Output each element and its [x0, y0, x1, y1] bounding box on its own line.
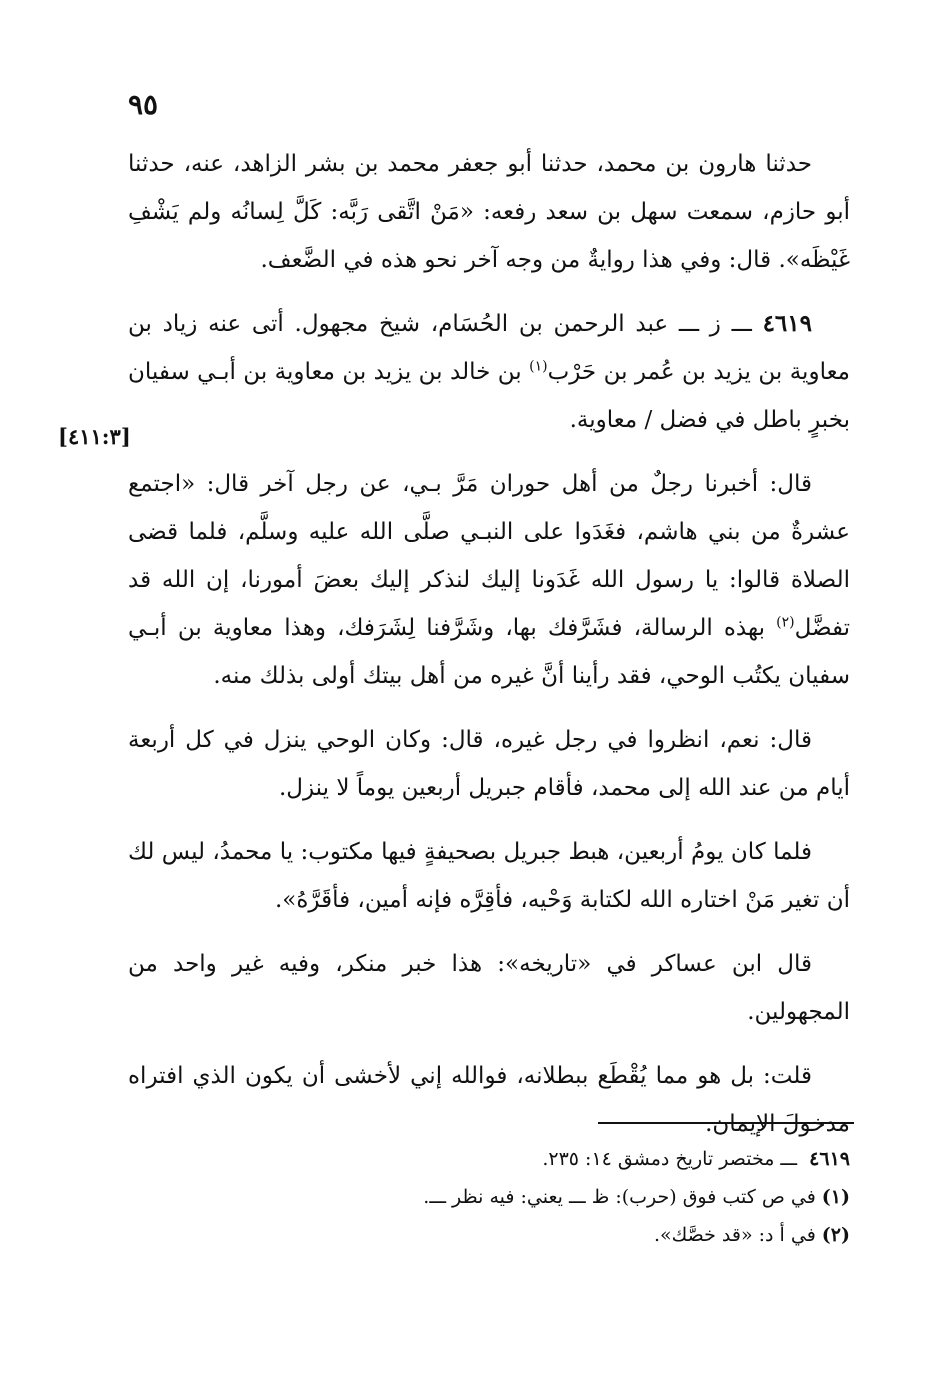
narration-part1: قال: أخبرنا رجلٌ من أهل حوران مَرَّ بـي، عن رجل آخر قال: «اجتمع عشرةٌ من بني هاشم، فغَدَوا على النبـي صلَّى الله عليه وسلَّم، فلما قضى الصلاة قالوا: يا رسول الله غَدَونا إليك لنذكر إليك بعضَ أمورنا، إن الله قد تفضَّل: [128, 471, 850, 641]
narration-part2: بهذه الرسالة، فشَرَّفك بها، وشَرَّفنا لِشَرَفك، وهذا معاوية بن أبـي سفيان يكتُب الوحي، فقد رأينا أنَّ غيره من أهل بيتك أولى بذلك منه.: [128, 615, 850, 689]
footnote-1: [128, 1178, 850, 1216]
footnote-2: [128, 1216, 850, 1254]
page-number: ٩٥: [128, 88, 159, 121]
footnote-divider: [598, 1122, 854, 1124]
footnote-2-text: في أ د: «قد خصَّك».: [653, 1224, 816, 1246]
paragraph-gabriel: فلما كان يومُ أربعين، هبط جبريل بصحيفةٍ فيها مكتوب: يا محمدُ، ليس لك أن تغير مَنْ اختاره الله لكتابة وَحْيه، فأقِرَّه فإنه أمين، فأقَرَّهُ».: [128, 839, 850, 913]
footnote-marker-1: (١): [529, 358, 548, 375]
footnote-source: [128, 1140, 850, 1178]
footnote-2-number: (٢): [821, 1224, 850, 1246]
entry-number: ٤٦١٩: [762, 310, 812, 337]
footnote-source-text: ـــ مختصر تاريخ دمشق ١٤: ٢٣٥.: [542, 1148, 804, 1170]
footnote-1-number: (١): [821, 1186, 850, 1208]
paragraph-reply: قال: نعم، انظروا في رجل غيره، قال: وكان الوحي ينزل في كل أربعة أيام من عند الله إلى محمد، فأقام جبريل أربعين يوماً لا ينزل.: [128, 727, 850, 801]
main-text: [128, 140, 850, 1164]
footnote-source-number: ٤٦١٩: [809, 1148, 850, 1170]
paragraph-author-comment: قلت: بل هو مما يُقْطَع ببطلانه، فوالله إني لأخشى أن يكون الذي افتراه مدخولَ الإيمان.: [128, 1063, 850, 1137]
entry-text-part2: بن خالد بن يزيد بن معاوية بن أبـي سفيان بخبرٍ باطل في فضل / معاوية.: [128, 359, 850, 433]
footnote-1-text: في ص كتب فوق (حرب): ظ ـــ يعني: فيه نظر ـــ.: [423, 1186, 816, 1208]
footnote-marker-2: (٢): [776, 614, 795, 631]
margin-volume-reference: [٤١١:٣]: [58, 424, 131, 449]
paragraph-narration: [128, 460, 850, 700]
footnotes: [128, 1140, 850, 1254]
paragraph-entry-4619: [128, 300, 850, 444]
entry-text-part1: ـــ ز ـــ عبد الرحمن بن الحُسَام، شيخ مجهول. أتى عنه زياد بن معاوية بن يزيد بن عُمر بن حَرْب: [128, 311, 850, 385]
paragraph-hadith-chain: حدثنا هارون بن محمد، حدثنا أبو جعفر محمد بن بشر الزاهد، عنه، حدثنا أبو حازم، سمعت سهل بن سعد رفعه: «مَنْ اتَّقى رَبَّه: كَلَّ لِسانُه ولم يَشْفِ غَيْظَه». قال: وفي هذا روايةٌ من وجه آخر نحو هذه في الضَّعف.: [128, 151, 850, 273]
paragraph-ibn-asakir: قال ابن عساكر في «تاريخه»: هذا خبر منكر، وفيه غير واحد من المجهولين.: [128, 951, 850, 1025]
